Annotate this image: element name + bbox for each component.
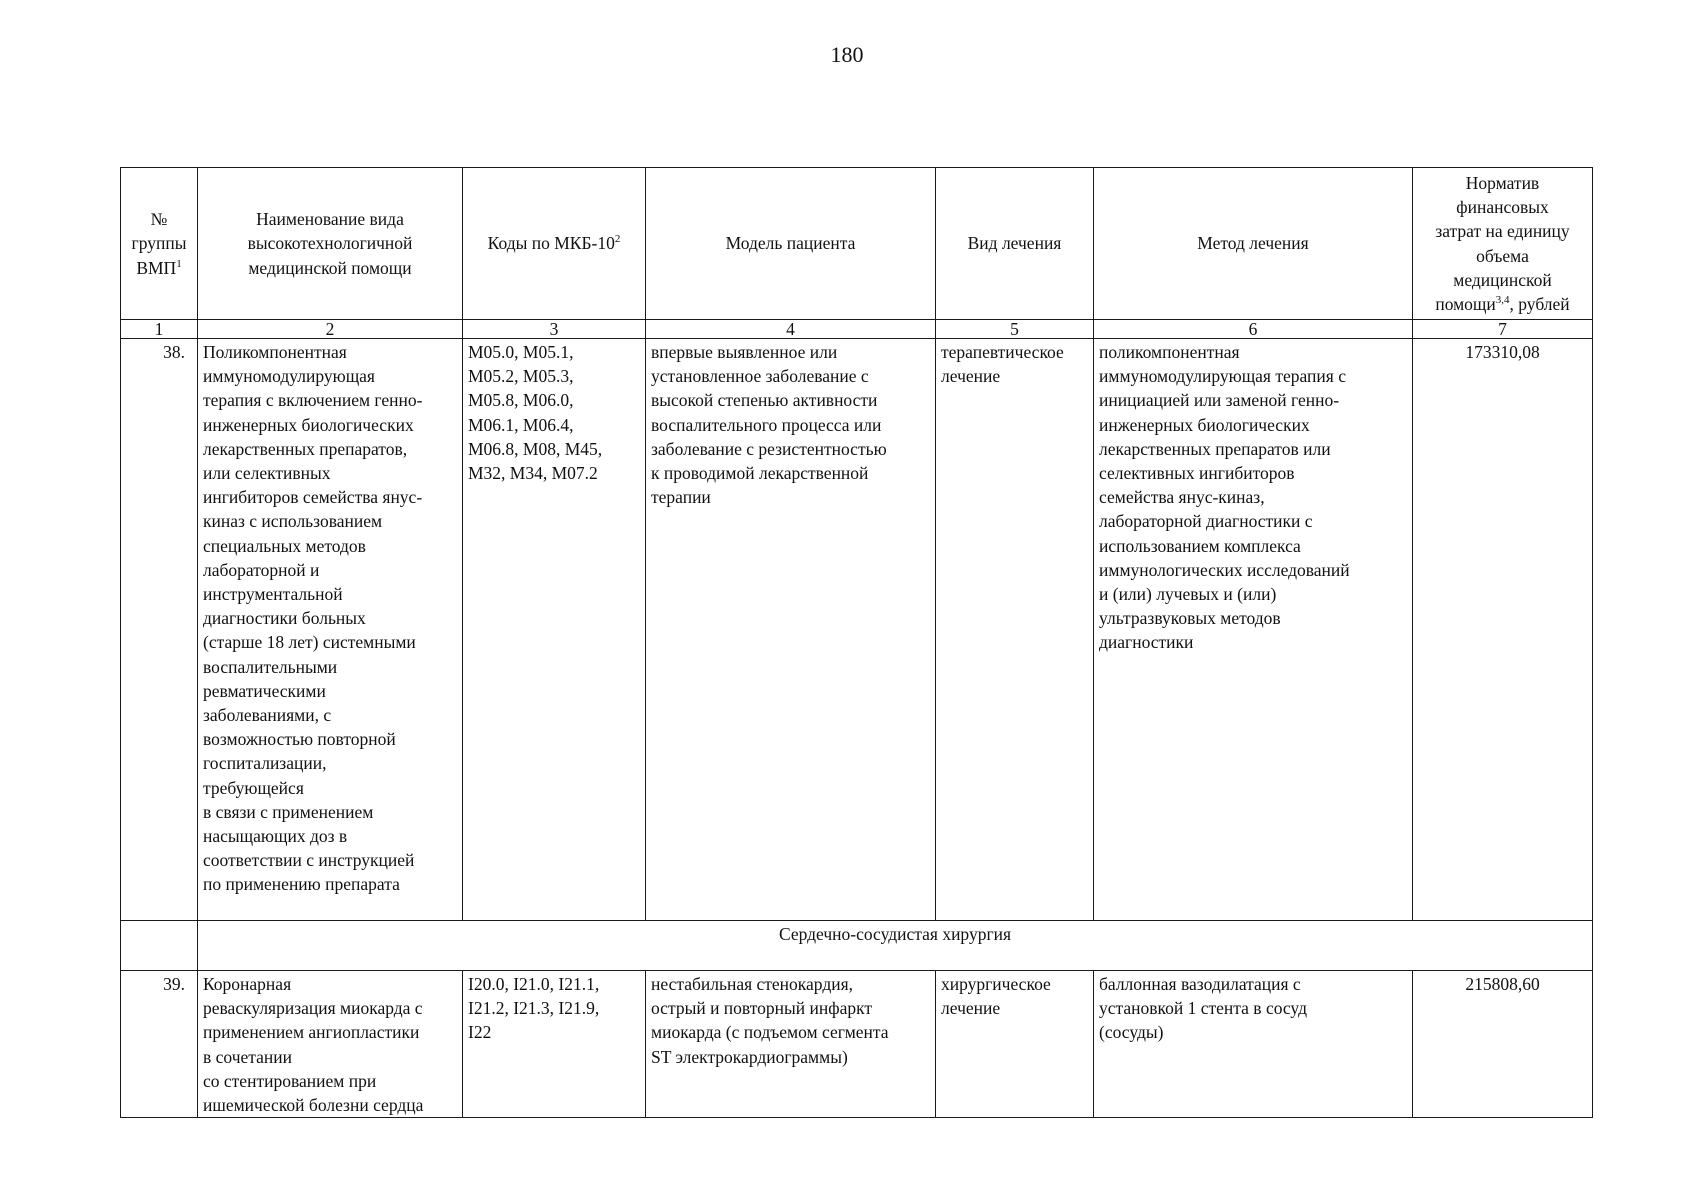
header-icd-codes: Коды по МКБ-$10^2$ [463,168,646,320]
column-number: 6 [1094,320,1413,339]
table-row [121,339,1593,921]
column-number: 2 [198,320,463,339]
header-cost-standard: Норматив финансовых затрат на единицу объема медицинской помощи$^{3,4}$, рублей [1413,168,1593,320]
cost-cell: 173310,08 [1413,339,1593,921]
vmp-table [120,167,1593,1118]
table-row [121,971,1593,1118]
header-treatment-method: Метод лечения [1094,168,1413,320]
icd-codes-cell: I20.0, I21.0, I21.1, I21.2, I21.3, I21.9, I22 [463,971,646,1118]
page-number: 180 [830,42,864,67]
group-number-cell: 38. [121,339,198,921]
patient-model-cell: нестабильная стенокардия, острый и повторный инфаркт миокарда (с подъемом сегмента ST электрокардиограммы) [646,971,936,1118]
header-treatment-type: Вид лечения [936,168,1094,320]
care-name-cell: Поликомпонентная иммуномодулирующая терапия с включением генно- инженерных биологических лекарственных препаратов, или селективных ингибиторов семейства янус- киназ с использованием специальных методов лабораторной и инструментальной диагностики больных (старше 18 лет) системными воспалительными ревматическими заболеваниями, с возможностью повторной госпитализации, требующейся в связи с применением насыщающих доз в соответствии с инструкцией по применению препарата [198,339,463,921]
treatment-method-cell: поликомпонентная иммуномодулирующая терапия с инициацией или заменой генно- инженерных биологических лекарственных препаратов или селективных ингибиторов семейства янус-киназ, лабораторной диагностики с использованием комплекса иммунологических исследований и (или) лучевых и (или) ультразвуковых методов диагностики [1094,339,1413,921]
treatment-type-cell: хирургическое лечение [936,971,1094,1118]
treatment-method-cell: баллонная вазодилатация с установкой 1 стента в сосуд (сосуды) [1094,971,1413,1118]
section-row [121,921,1593,971]
cost-cell: 215808,60 [1413,971,1593,1118]
icd-codes-cell: M05.0, M05.1, M05.2, M05.3, M05.8, M06.0, M06.1, M06.4, M06.8, M08, M45, M32, M34, M07.2 [463,339,646,921]
header-group-number: № группы ВМП$^1$ [121,168,198,320]
group-number-cell: 39. [121,971,198,1118]
column-number: 4 [646,320,936,339]
treatment-type-cell: терапевтическое лечение [936,339,1094,921]
column-number: 1 [121,320,198,339]
care-name-cell: Коронарная реваскуляризация миокарда с применением ангиопластики в сочетании со стентированием при ишемической болезни сердца [198,971,463,1118]
header-row [121,168,1593,320]
column-number-row [121,320,1593,339]
section-spacer-cell [121,921,198,971]
header-patient-model: Модель пациента [646,168,936,320]
section-title: Сердечно-сосудистая хирургия [198,921,1593,971]
header-care-type-name: Наименование вида высокотехнологичной медицинской помощи [198,168,463,320]
column-number: 7 [1413,320,1593,339]
column-number: 5 [936,320,1094,339]
patient-model-cell: впервые выявленное или установленное заболевание с высокой степенью активности воспалительного процесса или заболевание с резистентностью к проводимой лекарственной терапии [646,339,936,921]
column-number: 3 [463,320,646,339]
